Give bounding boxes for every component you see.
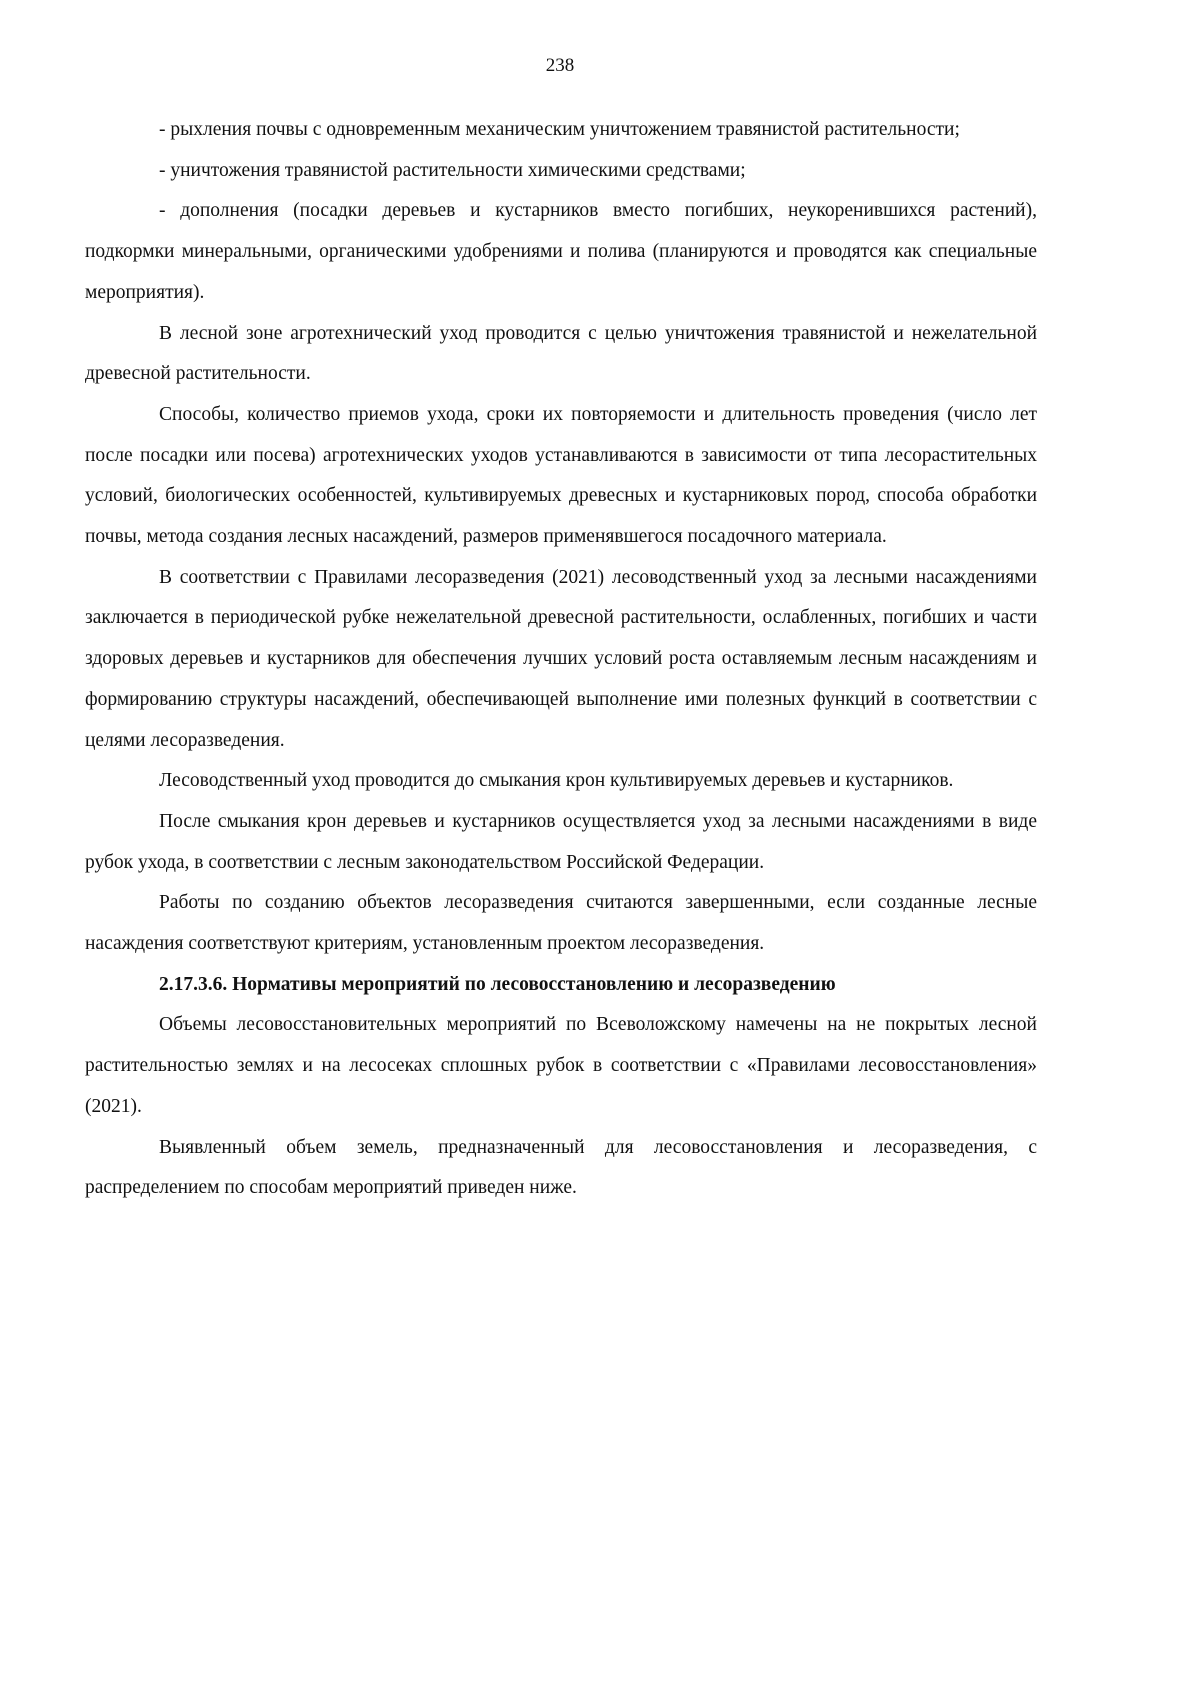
paragraph-reforestation-volumes: Объемы лесовосстановительных мероприятий по Всеволожскому намечены на не покрытых лесной растительностью землях и на лесосеках сплошных рубок в соответствии с «Правилами лесовосстановления» (2021). xyxy=(85,1014,1037,1117)
paragraph-supplementing: - дополнения (посадки деревьев и кустарников вместо погибших, неукоренившихся растений), подкормки минеральными, органическими удобрениями и полива (планируются и проводятся как специальные мероприятия). xyxy=(85,200,1037,303)
page-number: 238 xyxy=(545,55,575,76)
paragraph-silvicultural-care: В соответствии с Правилами лесоразведения (2021) лесоводственный уход за лесными насаждениями заключается в периодической рубке нежелательной древесной растительности, ослабленных, погибших и части здоровых деревьев и кустарников для обеспечения лучших условий роста оставляемым лесным насаждениям и формированию структуры насаждений, обеспечивающей выполнение ими полезных функций в соответствии с целями лесоразведения. xyxy=(85,566,1037,751)
paragraph-completion-criteria: Работы по созданию объектов лесоразведения считаются завершенными, если созданные лесные насаждения соответствуют критериям, установленным проектом лесоразведения. xyxy=(85,892,1037,955)
section-heading: 2.17.3.6. Нормативы мероприятий по лесовосстановлению и лесоразведению xyxy=(159,973,836,995)
paragraph-canopy-closure: Лесоводственный уход проводится до смыкания крон культивируемых деревьев и кустарников. xyxy=(159,770,954,792)
paragraph-agrotechnical-care: В лесной зоне агротехнический уход проводится с целью уничтожения травянистой и нежелательной древесной растительности. xyxy=(85,322,1037,385)
paragraph-thinning: После смыкания крон деревьев и кустарников осуществляется уход за лесными насаждениями в виде рубок ухода, в соответствии с лесным законодательством Российской Федерации. xyxy=(85,810,1037,873)
paragraph-identified-lands: Выявленный объем земель, предназначенный для лесовосстановления и лесоразведения, с распределением по способам мероприятий приведен ниже. xyxy=(85,1136,1037,1199)
page-body xyxy=(85,110,1037,1209)
paragraph-chemical-weeding: - уничтожения травянистой растительности химическими средствами; xyxy=(159,159,746,181)
paragraph-loosening: - рыхления почвы с одновременным механическим уничтожением травянистой растительности; xyxy=(159,119,960,140)
paragraph-care-methods: Способы, количество приемов ухода, сроки их повторяемости и длительность проведения (число лет после посадки или посева) агротехнических уходов устанавливаются в зависимости от типа лесорастительных условий, биологических особенностей, культивируемых древесных и кустарниковых пород, способа обработки почвы, метода создания лесных насаждений, размеров применявшегося посадочного материала. xyxy=(85,403,1037,548)
